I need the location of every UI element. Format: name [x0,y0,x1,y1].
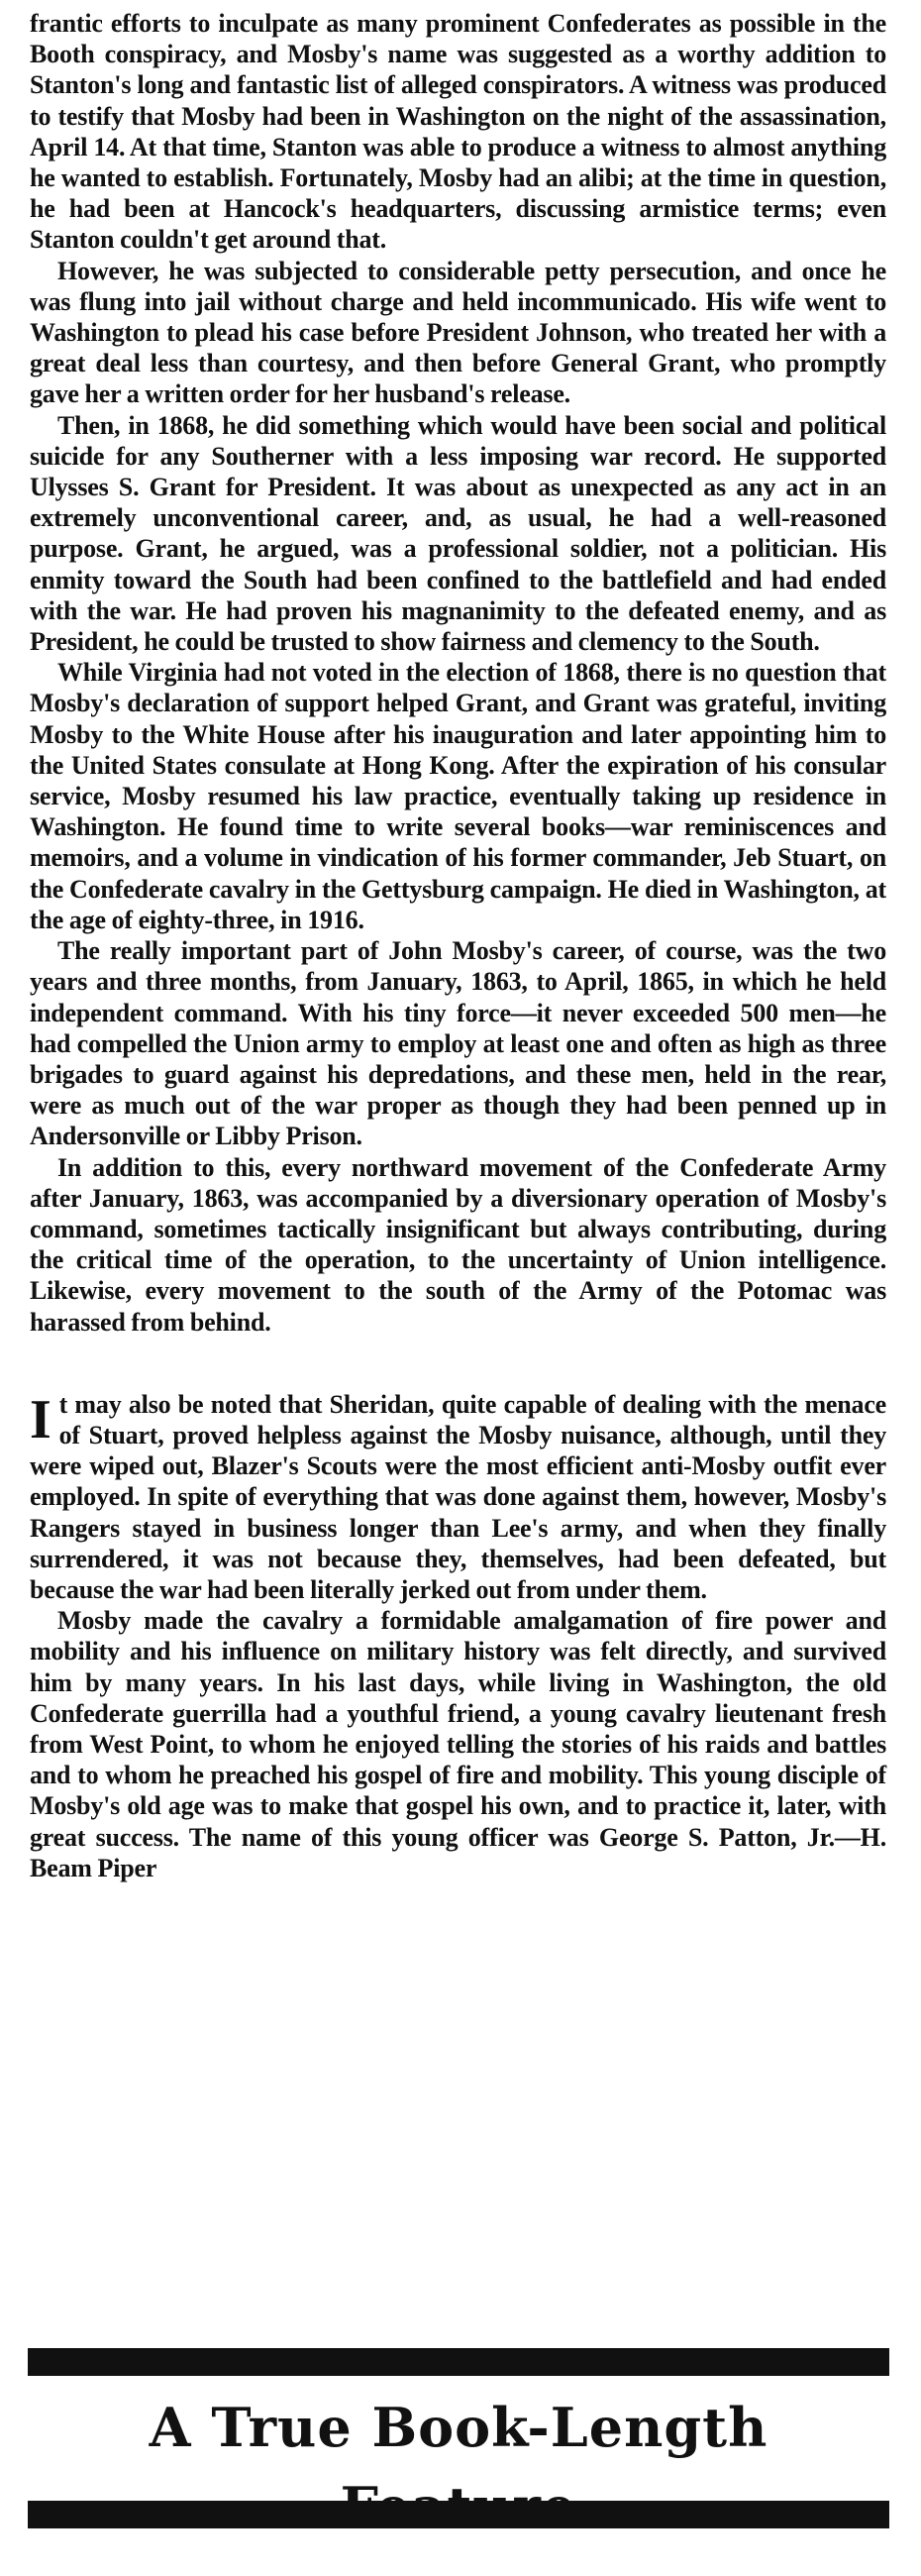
section-break [30,1338,886,1389]
closing-paragraph: Mosby made the cavalry a formidable amalgamation of fire power and mobility and his influence on military history was felt directly, and survived him by many years. In his last days, while living in Washington, the old Confederate guerrilla had a youthful friend, a young cavalry lieutenant fresh from West Point, to whom he enjoyed telling the stories of his raids and battles and to whom he preached his gospel of fire and mobility. This young disciple of Mosby's old age was to make that gospel his own, and to practice it, later, with great success. The name of this young officer was George S. Patton, Jr.—H. Beam Piper [30,1606,886,1882]
article-paragraph: While Virginia had not voted in the election of 1868, there is no question that Mosby's declaration of support helped Grant, and Grant was grateful, inviting Mosby to the White House after his inauguration and later appointing him to the United States consulate at Hong Kong. After the expiration of his consular service, Mosby resumed his law practice, eventually taking up residence in Washington. He found time to write several books—war reminiscences and memoirs, and a volume in vindication of his former commander, Jeb Stuart, on the Confederate cavalry in the Gettysburg campaign. He died in Washington, at the age of eighty-three, in 1916. [30,658,886,934]
dropcap-paragraph [30,1389,886,1605]
article-paragraph: frantic efforts to inculpate as many prominent Confederates as possible in the Booth conspiracy, and Mosby's name was suggested as a worthy addition to Stanton's long and fantastic list of alleged conspirators. A witness was produced to testify that Mosby had been in Washington on the night of the assassination, April 14. At that time, Stanton was able to produce a witness to almost anything he wanted to establish. Fortunately, Mosby had an alibi; at the time in question, he had been at Hancock's headquarters, discussing armistice terms; even Stanton couldn't get around that. [30,9,886,255]
article-paragraph: However, he was subjected to considerable petty persecution, and once he was flung into jail without charge and held incommunicado. His wife went to Washington to plead his case before President Johnson, who treated her with a great deal less than courtesy, and then before General Grant, who promptly gave her a written order for her husband's release. [30,256,886,409]
feature-banner-title: A True Book-Length [149,2396,768,2459]
article-paragraph: The really important part of John Mosby's career, of course, was the two years and three months, from January, 1863, to April, 1865, in which he held independent command. With his tiny force—it never exceeded 500 men—he had compelled the Union army to employ at least one and often as high as three brigades to guard against his depredations, and these men, held in the rear, were as much out of the war proper as though they had been penned up in Andersonville or Libby Prison. [30,936,886,1151]
dropcap-paragraph-text: t may also be noted that Sheridan, quite capable of dealing with the menace of Stuart, proved helpless against the Mosby nuisance, although, until they were wiped out, Blazer's Scouts were the most efficient anti-Mosby outfit ever employed. In spite of everything that was done against them, however, Mosby's Rangers stayed in business longer than Lee's army, and when they finally surrendered, it was not because they, themselves, had been defeated, but because the war had been literally jerked out from under them. [30,1389,886,1604]
banner-bottom-rule [28,2501,889,2528]
banner-top-rule [28,2348,889,2376]
article-paragraph: In addition to this, every northward movement of the Confederate Army after January, 1863, was accompanied by a diversionary operation of Mosby's command, sometimes tactically insignificant but always contributing, during the critical time of the operation, to the uncertainty of Union intelligence. Likewise, every movement to the south of the Army of the Potomac was harassed from behind. [30,1152,886,1337]
article-body [30,8,886,1883]
drop-cap-letter: I [30,1388,51,1450]
article-paragraph: Then, in 1868, he did something which would have been social and political suicide for any Southerner with a less imposing war record. He supported Ulysses S. Grant for President. It was about as unexpected as any act in an extremely unconventional career, and, as usual, he had a well-reasoned purpose. Grant, he argued, was a professional soldier, not a politician. His enmity toward the South had been confined to the battlefield and had ended with the war. He had proven his magnanimity to the defeated enemy, and as President, he could be trusted to show fairness and clemency to the South. [30,410,886,657]
